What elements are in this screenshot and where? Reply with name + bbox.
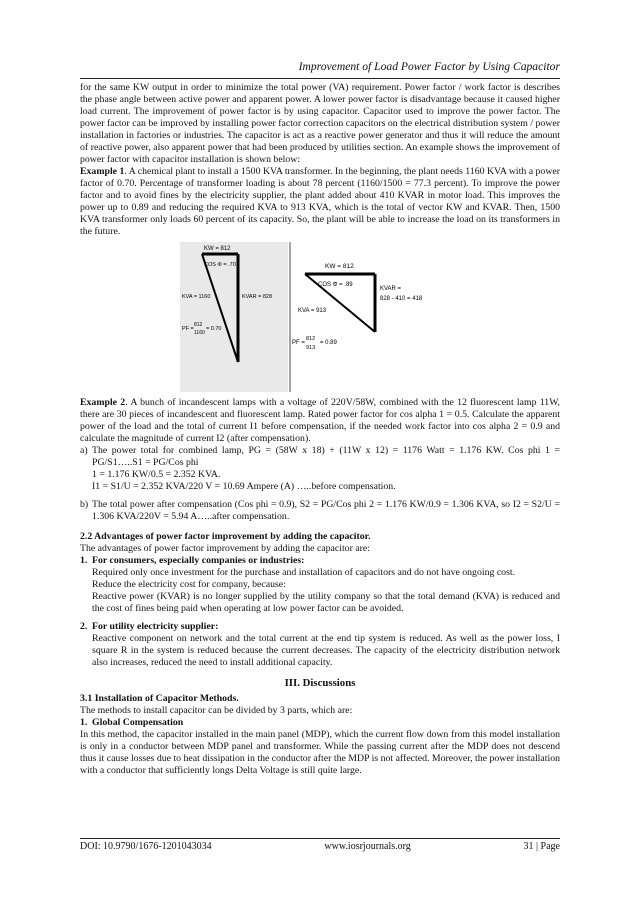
left-pf-label: PF = <box>182 326 194 332</box>
advantage-2-heading: 2. For utility electricity supplier: <box>80 621 219 632</box>
section-3-heading: III. Discussions <box>284 677 356 689</box>
footer-rule <box>80 838 560 839</box>
right-kva-label: KVA = 913 <box>298 308 327 314</box>
right-pf-value: = 0.89 <box>320 340 337 346</box>
part-a-line-3: I1 = S1/U = 2.352 KVA/220 V = 10.69 Ampere (A) …..before compensation. <box>92 481 396 492</box>
part-b-label: b) <box>80 499 89 510</box>
footer-page-number: 31 | Page <box>523 841 560 852</box>
advantage-1-line-1: Required only once investment for the purchase and installation of capacitors and do not have ongoing cost. <box>92 567 516 578</box>
right-kw-label: KW = 812 <box>325 263 354 270</box>
example-2-label: Example 2 <box>80 397 126 408</box>
right-kvar-calc: 828 - 410 = 418 <box>380 296 423 302</box>
section-2-2-heading: 2.2 Advantages of power factor improvement by adding the capacitor. <box>80 531 371 542</box>
advantage-2-text: Reactive component on network and the total current at the end tip system is reduced. As well as the power loss, I square R in the system is reduced because the current decreases. The capacity of the electricity distribution network also increases, reduced the need to install additional capacity. <box>92 633 560 668</box>
left-pf-value: = 0.70 <box>206 326 222 332</box>
advantage-1-line-3: Reactive power (KVAR) is no longer supplied by the utility company so that the total demand (KVA) is reduced and the cost of fines being paid when operating at low power factor can be avoided. <box>92 591 560 614</box>
page-footer <box>80 841 560 852</box>
running-header: Improvement of Load Power Factor by Using Capacitor <box>298 60 560 73</box>
left-kva-label: KVA = 1160 <box>182 294 211 300</box>
part-a-line-2: 1 = 1.176 KW/0.5 = 2.352 KVA. <box>92 469 221 480</box>
right-pf-num: 812 <box>306 336 316 342</box>
section-2-2-intro: The advantages of power factor improvement by adding the capacitor are: <box>80 543 370 554</box>
left-cos-label: COS Φ = .70 <box>204 262 236 268</box>
part-b-text: The total power after compensation (Cos phi = 0.9), S2 = PG/Cos phi 2 = 1.176 KW/0.9 = 1.306 KVA, so I2 = S2/U = 1.306 KVA/220V = 5.94 A…..after compensation. <box>92 499 560 522</box>
advantage-1-body <box>80 567 560 615</box>
page-content <box>80 82 560 777</box>
left-pf-num: 812 <box>194 322 203 328</box>
footer-doi: DOI: 10.9790/1676-1201043034 <box>80 841 212 852</box>
example-1-label: Example 1 <box>80 166 125 177</box>
left-kvar-label: KVAR = 828 <box>242 294 273 300</box>
advantage-1-heading: 1. For consumers, especially companies or industries: <box>80 555 305 566</box>
example-1-text: . A chemical plant to install a 1500 KVA transformer. In the beginning, the plant needs 1160 KVA with a power factor of 0.70. Percentage of transformer loading is about 78 percent (1160/1500 = 77.3 percent). To improve the power factor and to avoid fines by the electricity supplier, the plant added about 410 KVAR in motor load. This improves the power up to 0.89 and reducing the required KVA to 913 KVA, which is the total of vector KW and KVAR. Then, 1500 KVA transformer only loads 60 percent of its capacity. So, the plant will be able to increase the load on its transformers in the future. <box>80 166 561 237</box>
right-pf-den: 913 <box>306 345 316 351</box>
global-compensation-heading: 1. Global Compensation <box>80 717 184 728</box>
advantage-1-line-2: Reduce the electricity cost for company, because: <box>92 579 286 590</box>
example-2 <box>80 397 560 445</box>
left-kw-label: KW = 812 <box>204 246 231 252</box>
power-triangle-figure <box>80 242 560 395</box>
part-a-label: a) <box>80 445 88 456</box>
example-2-text: . A bunch of incandescent lamps with a voltage of 220V/58W, combined with the 12 fluorescent lamp 11W, there are 30 pieces of incandescent and fluorescent lamp. Rated power factor for cos alpha 1 = 0.5. Calculate the apparent power of the load and the total of current I1 before compensation, if the needed work factor into cos alpha 2 = 0.9 and calculate the magnitude of current I2 (after compensation). <box>80 397 561 444</box>
section-3-1-intro: The methods to install capacitor can be divided by 3 parts, which are: <box>80 705 353 716</box>
example-1 <box>80 166 560 238</box>
right-pf-label: PF = <box>292 340 305 346</box>
part-b <box>80 499 560 523</box>
header-rule <box>80 78 560 79</box>
global-compensation-text: In this method, the capacitor installed in the main panel (MDP), which the current flow down from this model installation is only in a conductor between MDP panel and transformer. While the passing current after the MDP does not descend thus it cause losses due to heat dissipation in the conductor after the MDP is not affected. Moreover, the power installation with a conductor that sufficiently longs Delta Voltage is still quite large. <box>80 729 560 776</box>
section-3-1-heading: 3.1 Installation of Capacitor Methods. <box>80 693 239 704</box>
paragraph-intro: for the same KW output in order to minimize the total power (VA) requirement. Power factor / work factor is describes the phase angle between active power and apparent power. A lower power factor is disadvantage because it caused higher load current. The improvement of power factor is by using capacitor. Capacitor used to improve the power factor. The power factor can be improved by installing power factor correction capacitors on the electrical distribution system / power installation in factories or industries. The capacitor is act as a reactive power generator and thus it will reduce the amount of reactive power, also apparent power that had been produced by utilities section. An example shows the improvement of power factor with capacitor installation is shown below: <box>80 82 560 165</box>
part-a <box>80 445 560 493</box>
right-kvar-label: KVAR = <box>380 286 402 292</box>
power-triangle-diagram <box>180 242 440 392</box>
part-a-line-1: The power total for combined lamp, PG = (58W x 18) + (11W x 12) = 1176 Watt = 1.176 KW. Cos phi 1 = PG/S1…..S1 = PG/Cos phi <box>92 445 560 468</box>
footer-website[interactable]: www.iosrjournals.org <box>324 841 411 852</box>
right-cos-label: COS Φ = .89 <box>318 282 353 288</box>
left-pf-den: 1160 <box>194 330 205 336</box>
